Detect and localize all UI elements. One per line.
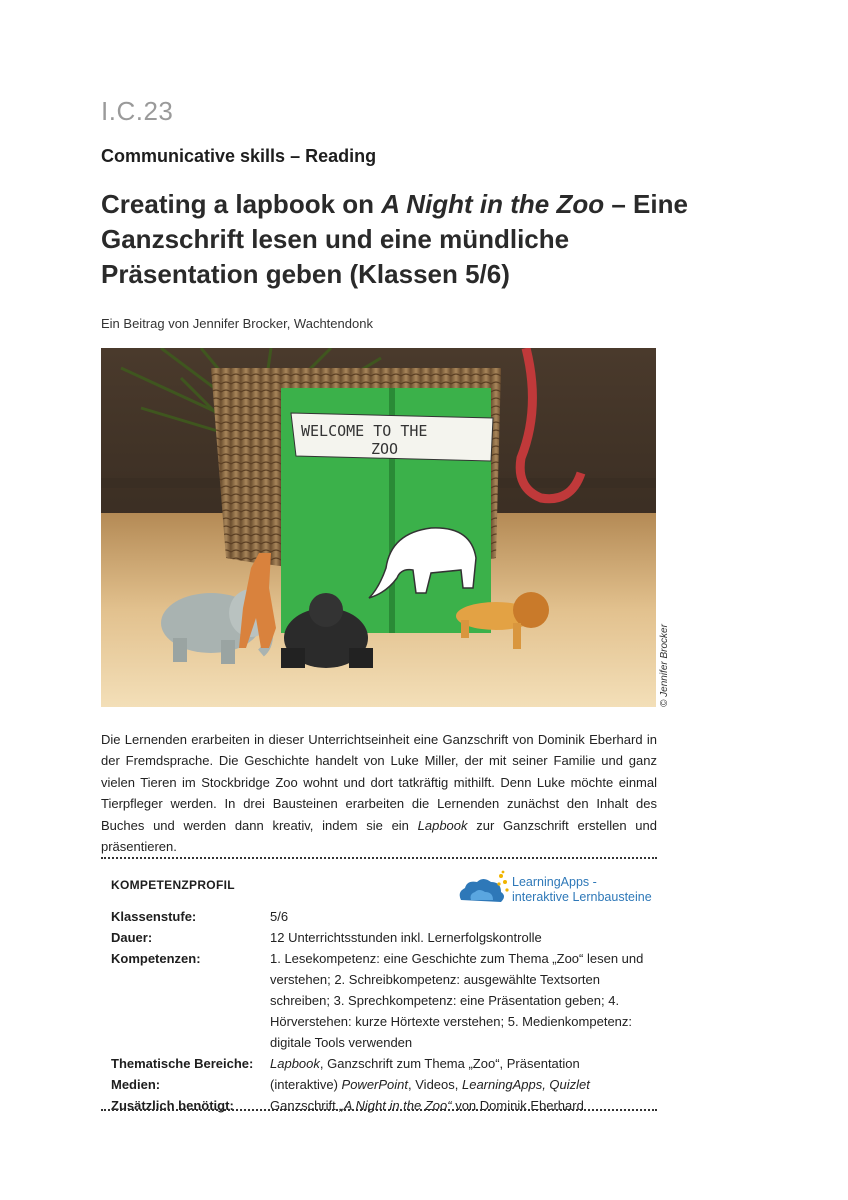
row-label: Medien:	[111, 1077, 161, 1092]
row-value: 1. Lesekompetenz: eine Geschichte zum Thema „Zoo“ lesen und verstehen; 2. Schreibkompetenz: ausgewählte Textsorten schreiben; 3. Sprechkompetenz: eine Präsentation geben; 4. Hörverstehen: kurze Hörtexte verstehen; 5. Medienkompetenz: digitale Tools verwenden	[270, 951, 644, 1050]
row-label: Thematische Bereiche:	[111, 1056, 254, 1071]
banner-text-2: ZOO	[371, 440, 399, 458]
row-label: Klassenstufe:	[111, 909, 197, 924]
profile-row-kompetenzen	[111, 948, 656, 1053]
value-italic: „A Night in the Zoo“	[339, 1098, 452, 1113]
value-text: (interaktive)	[270, 1077, 342, 1092]
logo-line-1: LearningApps -	[512, 875, 597, 889]
value-italic: PowerPoint	[341, 1077, 409, 1092]
page-title	[101, 187, 721, 292]
profile-row-medien	[111, 1074, 656, 1095]
title-part-1: Creating a lapbook on	[101, 189, 382, 219]
profile-row-zusaetzlich	[111, 1095, 656, 1116]
profile-table	[111, 906, 656, 1116]
value-text: Ganzschrift	[270, 1098, 340, 1113]
profile-row-klassenstufe	[111, 906, 656, 927]
author-byline: Ein Beitrag von Jennifer Brocker, Wachtendonk	[101, 316, 373, 331]
value-text: , Videos,	[408, 1077, 462, 1092]
row-value	[270, 1053, 656, 1074]
bottom-dotted-divider	[101, 1109, 657, 1111]
profile-row-thematisch	[111, 1053, 656, 1074]
banner-text-1: WELCOME TO THE	[301, 422, 428, 440]
title-part-2: – Eine Ganzschrift lesen und eine mündliche Präsentation geben (Klassen 5/6)	[101, 189, 688, 289]
intro-paragraph	[101, 729, 657, 857]
photo-credit: © Jennifer Brocker	[659, 624, 670, 707]
row-label: Dauer:	[111, 930, 153, 945]
row-value	[270, 1095, 656, 1116]
row-label: Zusätzlich benötigt:	[111, 1098, 234, 1113]
unit-code: I.C.23	[101, 96, 174, 126]
row-value	[270, 1074, 656, 1095]
intro-text-1: Die Lernenden erarbeiten in dieser Unterrichtseinheit eine Ganzschrift von Dominik Eberhard in der Fremdsprache. Die Geschichte handelt von Luke Miller, der mit seiner Familie und ganz vielen Tieren im Stockbridge Zoo wohnt und dort tatkräftig mithilft. Denn Luke möchte einmal Tierpfleger werden. In drei Bausteinen erarbeiten die Lernenden zunächst den Inhalt des Buches und werden dann kreativ, indem sie ein	[101, 732, 657, 833]
title-book: A Night in the Zoo	[381, 189, 605, 219]
row-value: 12 Unterrichtsstunden inkl. Lernerfolgskontrolle	[270, 930, 542, 945]
value-text: , Ganzschrift zum Thema „Zoo“, Präsentation	[319, 1056, 580, 1071]
value-italic: LearningApps, Quizlet	[461, 1077, 590, 1092]
top-dotted-divider	[101, 857, 657, 859]
cover-photo	[101, 348, 656, 707]
learningapps-logo-text	[512, 875, 652, 905]
profile-row-dauer	[111, 927, 656, 948]
logo-line-2: interaktive Lernbausteine	[512, 890, 652, 904]
row-value: 5/6	[270, 909, 289, 924]
intro-italic: Lapbook	[417, 817, 468, 833]
profile-heading: KOMPETENZPROFIL	[111, 878, 235, 892]
value-text: von Dominik Eberhard	[451, 1098, 584, 1113]
section-heading: Communicative skills – Reading	[101, 146, 377, 166]
value-italic: Lapbook	[270, 1056, 320, 1071]
row-label: Kompetenzen:	[111, 951, 201, 966]
intro-text-2: zur Ganzschrift erstellen und präsentieren.	[101, 817, 657, 855]
zoo-scene-illustration	[101, 348, 656, 707]
